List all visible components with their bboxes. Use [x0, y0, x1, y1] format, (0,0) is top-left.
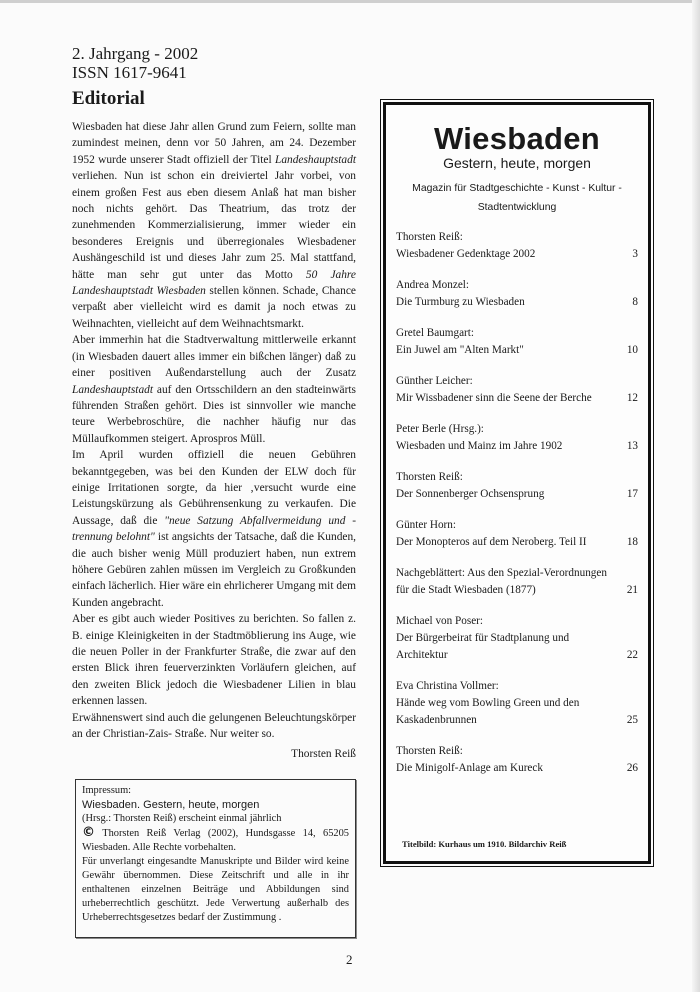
toc-entry — [396, 517, 638, 551]
toc-page-number: 10 — [626, 344, 638, 356]
toc-entry-text — [396, 517, 616, 551]
toc-page-number: 17 — [626, 488, 638, 500]
toc-title: Ein Juwel am "Alten Markt" — [396, 344, 524, 356]
toc-entry-text — [396, 469, 616, 503]
toc-entry — [396, 613, 638, 664]
toc-entry — [396, 373, 638, 407]
impressum-copyright — [82, 826, 349, 855]
toc-author: Andrea Monzel: — [396, 279, 470, 291]
masthead — [386, 105, 648, 217]
text-run: ist angsichts der Tatsache, daß die Kunden, die auch bisher wenig Müll produziert haben, nun extrem höhere Gebüren zahlen müssen im Vergleich zu Großkunden einfach lächerlich. Hier wäre ein ehrlicherer Umgang mit dem Kunden angebracht. — [72, 531, 356, 609]
toc-page-number: 26 — [626, 762, 638, 774]
italic-run: Landeshauptstadt — [274, 153, 356, 166]
impressum-publication: Wiesbaden. Gestern, heute, morgen — [82, 798, 260, 811]
text-run: verliehen. Nun ist schon ein dreiviertel Jahr vorbei, von einem großen Fest aus eben diesem Anlaß hat man bisher noch nichts gehört. Das Theatrium, das trotz der zunehmenden Kommerzialisierung, immer wieder ein besonderes Ereignis und überregionales Wiesbadener Aushängeschild ist und dieses Jahr zum 25. Mal stattfand, hätte man sehr gut unter das Motto — [72, 170, 356, 281]
cover-credit: Titelbild: Kurhaus um 1910. Bildarchiv Reiß — [402, 839, 567, 849]
left-column — [72, 44, 356, 938]
toc-title: Die Minigolf-Anlage am Kureck — [396, 762, 543, 774]
scan-edge-top — [0, 0, 700, 3]
right-column — [383, 102, 651, 864]
toc-author: Thorsten Reiß: — [396, 471, 463, 483]
toc-entry-text — [396, 565, 616, 599]
toc-title: Der Monopteros auf dem Neroberg. Teil II — [396, 536, 587, 548]
toc-entry-text — [396, 743, 616, 777]
toc-entry-text — [396, 678, 616, 729]
toc-entry — [396, 565, 638, 599]
toc-author: Gretel Baumgart: — [396, 327, 474, 339]
toc-author: Michael von Poser: — [396, 615, 483, 627]
text-run: stellen können. Schade, Chance verpaßt aber vielleicht wird es damit ja noch etwas zu Weihnachten, vielleicht auf dem Weihnachtsmarkt. — [72, 285, 356, 330]
toc-author: Günter Horn: — [396, 519, 456, 531]
article-paragraph — [72, 611, 356, 709]
toc-entry — [396, 469, 638, 503]
toc-title: Der Sonnenberger Ochsensprung — [396, 488, 545, 500]
toc-entry — [396, 325, 638, 359]
toc-page-number: 13 — [626, 440, 638, 452]
toc-author: Günther Leicher: — [396, 375, 473, 387]
page-header — [72, 44, 356, 110]
volume-line: 2. Jahrgang - 2002 — [72, 44, 199, 63]
impressum-box — [75, 779, 356, 938]
italic-run: Landeshauptstadt — [72, 383, 154, 396]
toc-entry-text — [396, 229, 616, 263]
toc-title: Wiesbadener Gedenktage 2002 — [396, 248, 536, 260]
impressum-heading: Impressum: — [82, 784, 132, 796]
toc-title: Hände weg vom Bowling Green und den Kaskadenbrunnen — [396, 697, 580, 726]
editorial-article — [72, 119, 356, 763]
article-paragraph — [72, 447, 356, 611]
text-run: Aber es gibt auch wieder Positives zu berichten. So fallen z. B. einige Kleinigkeiten in der Stadtmöblierung ins Auge, wie die neuen Poller in der Frankfurter Straße, die zwar auf den ersten Blick ihren feuerverzinkten Vorläufern gleichen, auf den zweiten Blick jedoch die Wiesbadener Lilien in blau erkennen lassen. — [72, 613, 356, 708]
toc-list — [396, 229, 638, 791]
toc-entry — [396, 678, 638, 729]
toc-entry-text — [396, 421, 616, 455]
page-number: 2 — [346, 951, 353, 967]
copyright-text: Thorsten Reiß Verlag (2002), Hundsgasse 14, 65205 Wiesbaden. Alle Rechte vorbehalten. — [82, 827, 349, 853]
toc-entry-text — [396, 277, 616, 311]
impressum-publisher: (Hrsg.: Thorsten Reiß) erscheint einmal jährlich — [82, 812, 282, 824]
text-run: Im April wurden offiziell die neuen Gebühren bekanntgegeben, was bei den Kunden der ELW doch für einige Irritationen sorgte, da hier ‚versucht wurde eine Leistungskürzung als Gebührensenkung zu verkaufen. Die Aussage, daß die — [72, 449, 356, 527]
magazine-subtitle: Gestern, heute, morgen — [443, 155, 591, 171]
toc-entry — [396, 277, 638, 311]
scan-edge-right — [692, 0, 700, 992]
section-title: Editorial — [72, 88, 145, 109]
toc-entry — [396, 421, 638, 455]
toc-entry — [396, 229, 638, 263]
toc-page-number: 8 — [632, 296, 638, 308]
text-run: auf den Ortsschildern an den stadteinwärts führenden Straßen gehört. Dies ist sinnvoller wie manche teure Werbebroschüre, die nachher häufig nur das Müllaufkommen steigert. Aprospros Müll. — [72, 383, 356, 445]
article-paragraph — [72, 710, 356, 743]
toc-entry-text — [396, 373, 616, 407]
toc-title: Wiesbaden und Mainz im Jahre 1902 — [396, 440, 563, 452]
toc-author: Thorsten Reiß: — [396, 231, 463, 243]
toc-author: Thorsten Reiß: — [396, 745, 463, 757]
toc-page-number: 22 — [626, 649, 638, 661]
article-paragraph — [72, 332, 356, 447]
toc-title: Der Bürgerbeirat für Stadtplanung und Architektur — [396, 632, 570, 661]
article-body — [72, 119, 356, 742]
toc-title: Nachgeblättert: Aus den Spezial-Verordnungen für die Stadt Wiesbaden (1877) — [396, 567, 607, 596]
text-run: Wiesbaden hat diese Jahr allen Grund zum Feiern, sollte man zumindest meinen, denn vor 50 Jahren, am 24. Dezember 1952 wurde unserer Stadt offiziell der Titel — [72, 121, 356, 166]
toc-page-number: 25 — [626, 714, 638, 726]
impressum-disclaimer: Für unverlangt eingesandte Manuskripte und Bilder wird keine Gewähr übernommen. Diese Zeitschrift und alle in ihr enthaltenen einzelnen Beiträge und Abbildungen sind urheberrechtlich geschützt. Jede Verwertung außerhalb des Urheberrechtsgesetzes bedarf der Zustimmung . — [82, 855, 349, 923]
toc-entry-text — [396, 325, 616, 359]
toc-title: Die Turmburg zu Wiesbaden — [396, 296, 525, 308]
article-paragraph — [72, 119, 356, 332]
article-signature: Thorsten Reiß — [291, 748, 356, 761]
toc-page-number: 3 — [632, 248, 638, 260]
table-of-contents-box — [383, 102, 651, 864]
copyright-icon: © — [82, 824, 95, 840]
toc-page-number: 18 — [626, 536, 638, 548]
magazine-tagline: Magazin für Stadtgeschichte - Kunst - Kultur - Stadtentwicklung — [412, 183, 622, 213]
toc-entry — [396, 743, 638, 777]
toc-entry-text — [396, 613, 616, 664]
toc-author: Eva Christina Vollmer: — [396, 680, 499, 692]
magazine-title: Wiesbaden — [433, 121, 601, 156]
text-run: Erwähnenswert sind auch die gelungenen Beleuchtungskörper an der Christian-Zais- Straße. Nur weiter so. — [72, 711, 356, 741]
toc-page-number: 12 — [626, 392, 638, 404]
text-run: Aber immerhin hat die Stadtverwaltung mittlerweile erkannt (in Wiesbaden dauert alles immer ein bißchen länger) daß zu einer positiven Außendarstellung auch der Zusatz — [72, 334, 356, 380]
italic-run: "neue Satzung Abfallvermeidung und -trennung belohnt" — [72, 514, 356, 544]
issn-line: ISSN 1617-9641 — [72, 63, 187, 82]
toc-page-number: 21 — [626, 584, 638, 596]
italic-run: 50 Jahre Landeshauptstadt Wiesbaden — [72, 268, 356, 298]
toc-author: Peter Berle (Hrsg.): — [396, 423, 484, 435]
toc-title: Mir Wissbadener sinn die Seene der Berche — [396, 392, 592, 404]
